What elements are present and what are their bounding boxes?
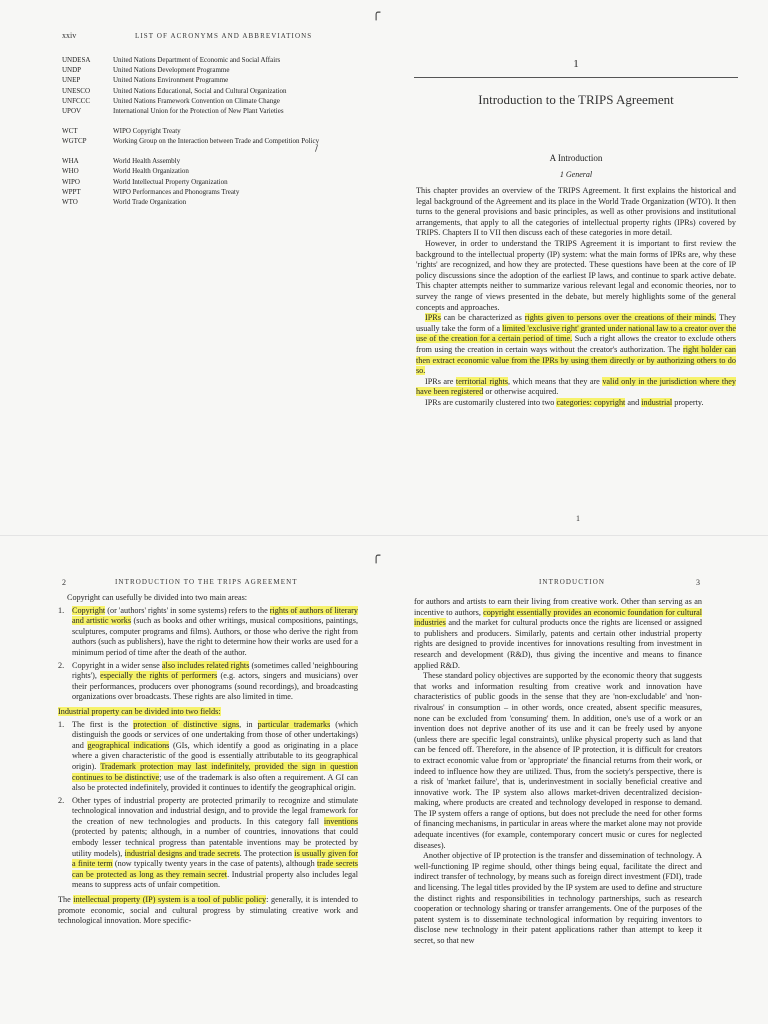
list-item-text [72, 720, 358, 794]
paragraph [416, 313, 736, 377]
acronym-abbr: WPPT [62, 187, 81, 196]
text-run: They usually take the form of a [416, 313, 736, 333]
list-number: 2. [58, 660, 65, 670]
text-run: However, in order to understand the TRIPS Agreement it is important to first review the background to the intellectual property (IP) system: what the main forms of IPRs are, why these 'rights' are recognized, and how they are protected. These questions have been at the core of IP policy discussions since the adoption of the earliest IP laws, and continue to spark active debate. This chapter attempts neither to summarize various relevant legal and economic theories, nor to survey the range of views presented in the debate, but merely highlights some of the general concepts and approaches. [416, 238, 736, 312]
highlighted-text: Industrial property can be divided into two fields: [58, 706, 221, 716]
body-text [58, 593, 358, 927]
page-number: 1 [576, 514, 580, 523]
highlighted-text: IPRs [425, 313, 441, 323]
text-run: and [625, 397, 642, 407]
acronym-definition: World Health Organization [113, 167, 189, 176]
list-item-text [72, 796, 358, 891]
text-run: Copyright in a wider sense [72, 660, 162, 670]
paragraph [58, 895, 358, 927]
text-run: property. [672, 397, 704, 407]
highlighted-text: valid only in the jurisdiction where they have been registered [416, 376, 736, 397]
stray-mark: / [315, 144, 319, 154]
highlighted-text: categories: copyright [556, 397, 626, 407]
text-run: , in [239, 719, 258, 729]
acronym-definition: World Health Assembly [113, 157, 181, 166]
text-run: (such as books and other writings, musical compositions, paintings, sculptures, computer programs and films). Authors, or those who derive the right from authors (such as publishers), have the right to determine how their works are used for a minimum period of time after the death of the author. [72, 616, 358, 657]
acronym-definition: World Trade Organization [113, 198, 187, 206]
highlighted-text: intellectual property (IP) system is a tool of public policy [73, 895, 267, 905]
list-number: 2. [58, 795, 65, 805]
highlighted-text: rights of authors of literary and artistic works [72, 605, 358, 626]
page-number: 3 [696, 578, 700, 587]
acronym-abbr: UPOV [62, 107, 82, 115]
list-item [58, 661, 358, 703]
list-item [58, 606, 358, 659]
acronym-abbr: UNFCCC [62, 96, 91, 105]
text-run: (or 'authors' rights' in some systems) refers to the [105, 605, 270, 615]
acronym-abbr: UNDESA [62, 56, 91, 64]
acronym-abbr: WGTCP [62, 137, 87, 146]
text-run: Such a right allows the creator to exclude others from using the creation in certain ways without the creator's authorization. The [416, 334, 736, 354]
list-item-text [72, 606, 358, 659]
list-item-text [72, 661, 358, 703]
page-1 [372, 0, 768, 530]
paragraph [414, 851, 702, 946]
acronym-definition: United Nations Department of Economic and Social Affairs [113, 56, 281, 64]
list-item [58, 720, 358, 794]
page-number: xxiv [62, 31, 77, 40]
body-text [416, 186, 736, 408]
page-divider [0, 535, 768, 536]
highlighted-text: Copyright [72, 605, 106, 615]
text-run: (which distinguish the goods or services of one undertaking from those of other undertakings) and [72, 719, 358, 750]
paragraph [416, 398, 736, 409]
acronym-abbr: WTO [62, 198, 78, 206]
text-run: . The protection [239, 848, 295, 858]
acronym-abbr: WHO [62, 167, 79, 176]
paragraph [58, 707, 358, 718]
highlighted-text: industrial designs and trade secrets [124, 848, 240, 858]
highlighted-text: particular trademarks [257, 719, 331, 729]
highlighted-text: Trademark protection may last indefinitely, provided the sign in question continues to be distinctive [72, 761, 358, 782]
running-head: LIST OF ACRONYMS AND ABBREVIATIONS [135, 32, 313, 40]
acronym-definition: WIPO Copyright Treaty [113, 127, 181, 135]
highlighted-text: trade secrets can be protected as long as they remain secret [72, 859, 358, 879]
acronym-definition: International Union for the Protection of New Plant Varieties [113, 107, 284, 115]
highlighted-text: is usually given for a finite term [72, 848, 358, 869]
text-run: The [58, 895, 74, 905]
acronym-definition: United Nations Educational, Social and Cultural Organization [113, 86, 287, 95]
highlighted-text: geographical indications [87, 740, 170, 750]
text-run: for authors and artists to earn their living from creative work. Other than serving as an incentive to authors, [414, 597, 702, 617]
text-run: can be characterized as [440, 313, 525, 323]
highlighted-text: protection of distinctive signs [133, 719, 240, 729]
acronym-definition: United Nations Framework Convention on Climate Change [113, 96, 280, 105]
running-head: INTRODUCTION TO THE TRIPS AGREEMENT [115, 578, 298, 586]
highlighted-text: copyright essentially provides an economic foundation for cultural industries [414, 607, 703, 628]
text-run: : generally, it is intended to promote economic, social and cultural progress by stimulating creative work and technological innovation. More specific- [58, 895, 359, 926]
text-run: Copyright can usefully be divided into two main areas: [67, 593, 248, 602]
text-run: IPRs are [425, 376, 456, 386]
text-run: (protected by patents; although, in a number of countries, innovations that could embody lesser technical progress than patentable inventions may be protected by utility models), [72, 827, 358, 858]
paragraph [414, 597, 702, 671]
highlighted-text: right holder can then extract economic value from the IPRs by using them directly or by authorizing others to do so. [416, 344, 736, 376]
text-run: ; use of the trademark is also often a requirement. A GI can also be protected indefinitely, provided it continues to identify the geographical origin. [72, 772, 358, 793]
text-run: Another objective of IP protection is the transfer and dissemination of technology. A well-functioning IP regime should, other things being equal, facilitate the direct and indirect transfer of technology, by means such as foreign direct investment (FDI), trade and licensing. The legal titles provided by the IP system are used to define and structure the distinct rights and responsibilities in technology partnerships, such as research cooperation or technology sharing or transfer arrangements. One of the purposes of the patent system is to disseminate technological information by requiring inventors to disclose new technology in their patent applications rather than attempt to keep it secret, so that new [414, 851, 702, 945]
chapter-number: 1 [573, 58, 579, 70]
page-3 [372, 545, 768, 1024]
text-run: (now typically twenty years in the case of patents), although [112, 859, 318, 869]
acronym-abbr: WHA [62, 157, 79, 166]
acronym-abbr: WIPO [62, 177, 80, 186]
acronym-definition: Working Group on the Interaction between Trade and Competition Policy [113, 137, 320, 146]
text-run: . Industrial property also includes legal means to suppress acts of unfair competition. [72, 869, 358, 890]
acronym-abbr: UNESCO [62, 86, 91, 95]
body-text [414, 597, 702, 947]
highlighted-text: industrial [641, 397, 673, 407]
paragraph [416, 186, 736, 239]
page-2 [0, 545, 384, 1024]
page-number: 2 [62, 578, 66, 587]
text-run: (GIs, which identify a good as originating in a place where a given characteristic of the good is essentially attributable to its geographical origin). [72, 740, 359, 771]
paragraph [416, 239, 736, 313]
acronym-abbr: UNDP [62, 66, 82, 75]
list-number: 1. [58, 719, 65, 729]
highlighted-text: especially the rights of performers [100, 671, 218, 681]
paragraph [416, 377, 736, 398]
text-run: or otherwise acquired. [483, 387, 559, 397]
text-run: , which means that they are [507, 376, 603, 386]
list-number: 1. [58, 605, 65, 615]
text-run: The first is the [72, 719, 134, 729]
text-run: This chapter provides an overview of the TRIPS Agreement. It first explains the historical and legal background of the Agreement and its place in the World Trade Organization (WTO). It then turns to the general provisions and basic principles, as well as other provisions and institutional arrangements, that apply to all the categories of intellectual property rights (IPRs) covered by TRIPS. Chapters II to VII then discuss each of these categories in more detail. [416, 186, 736, 238]
paragraph [58, 593, 358, 604]
page-xxiv [0, 0, 384, 530]
paragraph [414, 671, 702, 851]
highlighted-text: territorial rights [455, 376, 508, 386]
corner-mark-icon: ╭ [372, 5, 381, 21]
text-run: Other types of industrial property are protected primarily to recognize and stimulate technological innovation and industrial design, and to provide the legal framework for the creation of new technologies and products. In this category fall [72, 795, 358, 826]
text-run: and the market for cultural products once the rights are licensed or assigned to publishers and producers. Similarly, patents and certain other industrial property rights are designed to provide incentives for innovations resulting from investment in research and development (R&D), thus giving the incentive and means to finance applied R&D. [414, 618, 702, 670]
section-heading: A Introduction [549, 153, 603, 163]
acronym-abbr: UNEP [62, 76, 81, 85]
highlighted-text: rights given to persons over the creations of their minds. [524, 313, 717, 323]
list-item [58, 796, 358, 891]
running-head: INTRODUCTION [539, 578, 606, 586]
subsection-heading: 1 General [559, 170, 593, 179]
acronym-definition: World Intellectual Property Organization [113, 177, 228, 186]
acronym-definition: United Nations Development Programme [113, 66, 230, 75]
text-run: (sometimes called 'neighbouring rights'), [72, 660, 358, 681]
corner-mark-icon: ╭ [372, 548, 381, 564]
chapter-title: Introduction to the TRIPS Agreement [478, 92, 674, 107]
acronym-abbr: WCT [62, 127, 78, 135]
text-run: These standard policy objectives are supported by the economic theory that suggests that works and information resulting from creative work and innovation have characteristics of public goods in the sense that they are 'non-excludable' and 'non-rivalrous' in consumption – in other words, once created, absent specific measures, none can be excluded from 'consuming' them. In addition, one's use of a work or an invention does not deprive another of its use and it can be freely used by anyone (unless there are specific legal constraints), unlike physical property such as land that can be fenced off. Therefore, in the absence of IP protection, it is difficult for creators to extract economic value from or 'appropriate' the financial returns from their work, or indeed to influence how they are utilized. Thus, from the society's perspective, there is a risk of 'market failure', that is, underinvestment in socially beneficial creative and innovative work. The IP system also allows market-driven decentralized decision-making, where products are created and technology developed in response to demand. The IP system offers a range of options, but does not preclude the need for other forms of financing mechanisms, in particular in areas where the market alone may not provide adequate incentives (for example, contemporary concert music or cures for neglected diseases). [414, 671, 702, 850]
text-run: IPRs are customarily clustered into two [425, 397, 557, 407]
highlighted-text: also includes related rights [161, 660, 250, 670]
chapter-rule [414, 77, 738, 78]
acronym-definition: United Nations Environment Programme [113, 76, 229, 85]
acronym-definition: WIPO Performances and Phonograms Treaty [113, 187, 240, 196]
highlighted-text: inventions [323, 816, 358, 826]
text-run: (e.g. actors, singers and musicians) over their performances, producers over phonograms (sound recordings), and broadcasting organizations over broadcasts. These rights are also limited in time. [72, 671, 358, 702]
highlighted-text: limited 'exclusive right' granted under national law to a creator over the use of the creation for a certain period of time. [416, 323, 736, 344]
